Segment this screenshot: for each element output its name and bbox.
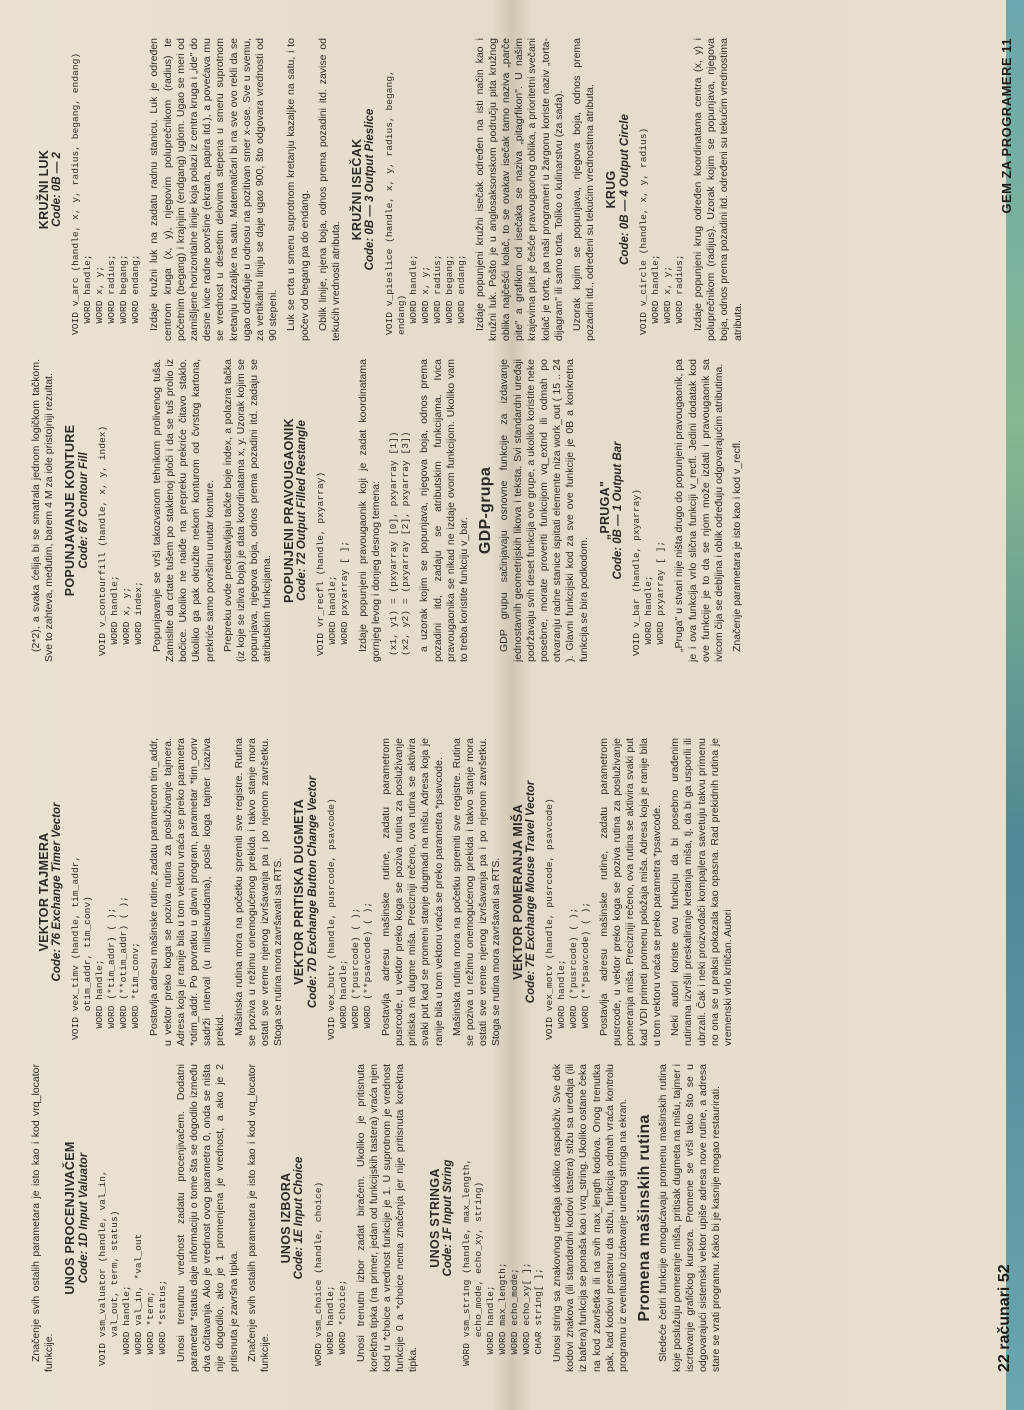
section-code: Code: 0B — 4 Output Circle	[618, 114, 631, 265]
section-title: POPUNJAVANJE KONTURE	[63, 424, 78, 597]
paragraph: Prepreku ovde predstavljaju tačke boje index, a polazna tačka (iz koje se izliva boja) je data koordinatama x, y. Uzorak kojim se popunjava, njegova boja, odnos prema pozadini itd. zadaju se atributskim funkcijama.	[221, 359, 274, 662]
section-heading	[38, 38, 64, 341]
section-title: VEKTOR TAJMERA	[37, 832, 51, 952]
paragraph: Značenje parametara je isto kao i kod v_recfl.	[731, 440, 744, 652]
section-title: UNOS STRINGA	[427, 1168, 442, 1268]
section-heading	[64, 359, 90, 662]
right-page	[0, 0, 1024, 700]
paragraph: Postavlja adresu mašinske rutine, zadatu parametrom tim_addr, u vektor preko koga se poziva rutina za posluživanje tajmera. Adresa koja je ranije bila u tom vektoru vraća se preko parametra *otim_addr. Po povratku u glavni program, parametar *tim_conv sadrži interval (u milisekundama), posle koga tajmer izaziva prekid.	[148, 738, 227, 1046]
section-title: KRUŽNI ISEČAK	[350, 138, 365, 241]
section-heading	[283, 359, 309, 662]
code-listing: WORD vsm_choice (handle, choice) WORD handle; WORD *choice;	[312, 1181, 348, 1366]
section-code: Code: 1E Input Choice	[293, 1156, 306, 1280]
left-page	[0, 700, 1024, 1410]
section-code: Code: 76 Exchange Timer Vector	[51, 802, 64, 982]
section-code: Code: 0B — 1 Output Bar	[612, 441, 625, 580]
section-code: Code: 72 Output Filled Restangle	[295, 420, 308, 601]
section-heading	[280, 1064, 306, 1372]
paragraph: Neki autori koriste ovu funkciju da bi posebno urađenim rutinama izvršili preskaliranje kretanja miša, tj. da bi ga usporili ili ubrzali. Čak i neki proizvođači kompajlera savetuju takvu primenu no ona se u praksi pokazala kao opasna. Rad prekidnih rutina je vremenski vrlo kritičan. Autori	[669, 738, 734, 1046]
section-title: KRUG	[604, 170, 619, 209]
section-title: UNOS IZBORA	[279, 1172, 294, 1264]
section-heading	[351, 38, 377, 341]
paragraph: Izdaje popunjeni krug određen koordinatama centra (x, y) i poluprečnikom (radijus). Uzorak kojim se popunjava, njegova boja, odnos prema pozadini itd. određeni su tekućim vrednostima atributa.	[691, 38, 744, 341]
code-listing: VOID v_arc (handle, x, y, radius, begang, endang) WORD handle; WORD x, y; WORD radius; WORD begang; WORD endang;	[70, 52, 142, 335]
section-title: UNOS PROCENJIVAČEM	[63, 1141, 78, 1295]
paragraph: Unosi string sa znakovnog uređaja ukoliko raspoloživ. Sve dok kodovi znakova (ili standardni kodovi tastera) stižu sa uređaja (ili iz bafera) funkcija se ponaša kao i vrq_string. Ukoliko ostane čeka na kod završetka ili na svih max_length kodova. Onog trenutka pak, kad kodovi prestanu da stižu, funkcija odmah vraća kontrolu programu iz eventualno izdavanje unetog stringa na ekran.	[551, 1064, 630, 1372]
section-title: VEKTOR PRITISKA DUGMETA	[292, 799, 307, 985]
paragraph: Izdaje kružni luk na zadatu radnu stanicu. Luk je određen centrom kruga (x, y), njegovim poluprečnikom (radius) te početnim (begang) i krajnjim (endgang) uglom. Ugao se meri od zamišljene horizontalne linije koja polazi iz centra kruga i „ide" do desne ivice radne površine (ekrana, papira itd.), a povećava mu se vrednost u desetim delovima stepena u smeru suprotnom kretanju kazaljke na satu. Matematičari bi na sve ovo rekli da se ugao određuje u odnosu na pozitivan smer x-ose. Sve u svemu, za vertikalnu liniju se daje ugao 900, što odgovara vrednosti od 90 stepeni.	[148, 38, 280, 341]
paragraph: Mašinska rutina mora na početku spremiti sve registre. Rutina se poziva u režimu onemogućenog prekida i takvo stanje mora ostati sve vreme njenog izvršavanja pa i po njenom završetku. Stoga se rutina mora završavati sa RTS.	[450, 738, 503, 1046]
code-listing: VOID v_pieslice (handle, x, y, radius, begang, endang) WORD handle; WORD x, y; WORD radius; WORD begang; WORD endang;	[383, 70, 467, 335]
section-heading	[293, 738, 319, 1046]
code-listing: VOID vex_butv (handle, pusrcode, psavcode) WORD handle; WORD (*pusrcode) ( ); WORD (**psavcode) ( );	[325, 798, 373, 1040]
section-title: „PRUGA"	[597, 480, 612, 541]
section-title: Promena mašinskih rutina	[636, 1114, 654, 1322]
paragraph: Luk se crta u smeru suprotnom kretanju kazaljke na satu, i to počev od begang pa do endang.	[285, 38, 311, 341]
equation: (x1, y1) = (pxyarray [0], pxyarray [1]) (x2, y2) = (pxyarray [2], pxyarray [3])	[388, 431, 412, 656]
paragraph: Postavlja adresu mašinske rutine, zadatu parametrom pusrcode, u vektor preko koga se poziva rutina za posluživanje pomeranja miša. Precizniji rečeno, ova rutina se aktivira svaki put kad VDI primeti promenu položaja miša. Adresa koja je ranije bila u tom vektoru vraća se preko parametra *psavcode.	[598, 738, 663, 1046]
right-page-column-2	[30, 38, 950, 341]
code-listing: VOID vr_recfl (handle, pxyarray) WORD handle; WORD pxyarray [ ];	[315, 471, 351, 656]
section-code: Code: 0B — 2	[51, 152, 64, 227]
paragraph: Mašinska rutina mora na početku spremiti sve registre. Rutina se poziva u režimu onemogućenog prekida i takvo stanje mora ostati sve vreme njenog izvršavanja pa i po njenom završetku. Stoga se rutina mora završavati sa RTS.	[232, 738, 285, 1046]
section-code: Code: 1F Input String	[441, 1159, 454, 1277]
section-code: Code: 0B — 3 Output Pieslice	[364, 108, 377, 271]
section-code: Code: 7D Exchange Button Change Vector	[306, 775, 319, 1009]
section-code: Code: 1D Input Valuator	[77, 1152, 90, 1284]
section-code: Code: 67 Contour Fill	[77, 452, 90, 569]
paragraph: Postavlja adresu mašinske rutine, zadatu parametrom pusrcode, u vektor preko koga se poziva rutina za posluživanje pritiska na dugme miša. Precizniji rečeno, ova rutina se aktivira svaki put kad se promeni stanje dugmadi na mišu. Adresa koja je ranije bila u tom vektoru vraća se preko parametra *psavcode.	[379, 738, 445, 1046]
section-heading	[64, 1064, 90, 1372]
left-page-column-2	[30, 738, 950, 1046]
page-footer: 22 računari 52	[996, 1264, 1013, 1372]
section-title: GDP-grupa	[477, 466, 495, 555]
paragraph: Unosi trenutni izbor zadat biračem. Ukoliko je pritisnuta korektna tipka (na primer, jedan od funkcijskih tastera) vraća njen kod u *choice a vrednost funkcije je 1. U suprotnom je vrednost funkcije 0 a *choice nema značenja jer nije pritisnuta korektna tipka.	[354, 1064, 420, 1372]
code-listing: VOID v_circle (handle, x, y, radius) WORD handle; WORD x, y; WORD radius;	[637, 127, 685, 335]
right-page-column-1	[30, 359, 950, 662]
paragraph: „Pruga" u stvari nije ništa drugo do popunjeni pravougaonik, pa je i ova funkcija vrlo slična funkciji v_recfl. Jedini dodatak kod ove funkcije je to da se njom može izdati i pravougaonik sa ivicom čija se debljina i oblik određuju odgovarajućim atributima.	[673, 359, 725, 662]
left-page-column-1	[30, 1064, 950, 1372]
paragraph: GDP grupu sačinjavaju osnovne funkcije za izdavanje jednostavnih geometrijskih likova i teksta. Svi standardni uređaji podržavaju svih deset funkcija ove grupe, a ukoliko koristite neke posebne, morate proveriti funkcijom vq_extnd ili odmah po otvaranju radne stanice ispitati elemente niza work_out ( 15 .. 24 ). Glavni funkcijski kod za sve ove funkcije je 0B a konkretna funkcija se bira podkodom.	[498, 359, 590, 662]
section-code: Code: 7E Exchange Mouse Travel Vector	[524, 780, 537, 1004]
paragraph: Sledeće četiri funkcije omogućavaju promenu mašinskih rutina koje poslužuju pomeranje miša, pritisak dugmeta na mišu, tajmer i iscrtavanje grafičkog kursora. Promene se vrši tako što se u odgovarajući sistemski vektor upiše adresa nove rutine, a adresa stare se vrati programu. Kako bi je kasnije mogao restaurirati.	[657, 1064, 723, 1372]
section-title: POPUNJENI PRAVOUGAONIK	[281, 418, 296, 603]
section-title: KRUŽNI LUK	[37, 149, 51, 230]
paragraph: Oblik linije, njena boja, odnos prema pozadini itd. zavise od tekućih vrednosti atributa.	[316, 38, 343, 341]
section-title: VEKTOR POMERANJA MIŠA	[510, 804, 525, 980]
section-heading	[599, 359, 625, 662]
section-heading	[429, 1064, 455, 1372]
code-listing: VOID v_bar (handle, pxyarray) WORD handle; WORD pxyarray [ ];	[631, 489, 667, 656]
paragraph: a uzorak kojim se popunjava, njegova boja, odnos prema pozadini itd, zadaju se atributskim funkcijama. Ivica pravougaonika se nikad ne izdaje ovom funkcijom. Ukoliko vam to treba koristite funkciju v_bar.	[418, 359, 471, 662]
paragraph: Izdaje popunjeni kružni isečak određen na isti način kao i kružni luk. Pošto je u anglosaksonskom području pita kružnog oblika najčešći kolač, to se ovakav isečak tamo naziva „parče pite" a grafikon od isečaka se naziva „pitagrfikon". U našim krajevima pita je češće pravougaonog oblika, a prioritetni svečani kolač je torta, pa naši programeri u žargonu koriste naziv „torta-dijagram" ili samo torta. Toliko o kulinarstvu (za sada).	[473, 38, 565, 341]
section-heading	[477, 359, 495, 662]
paragraph: Uzorak kojim se popunjava, njegova boja, odnos prema pozadini itd., određeni su tekućim vrednostima atributa.	[571, 38, 597, 341]
paragraph: Značenje svih ostalih parametara je isto kao i kod vrq_locator funkcije.	[245, 1064, 272, 1372]
paragraph: (2*2), a svaka ćelija bi se smatrala jednom logičkom tačkom. Sve to zahteva, međutim, barem 4 M za iole pristojniji rezultat.	[30, 359, 56, 662]
page-footer: GEM ZA PROGRAMERE 11	[999, 38, 1014, 214]
paragraph: Unosi trenutnu vrednost zadatu procenjivačem. Dodatni parametar *status daje informaciju o tome šta se dogodilo između dva očitavanja. Ako je vrednost ovog parametra 0, onda se ništa nije dogodilo, ako je 1 promenjena je vrednost, a ako je 2 pritisnuta je završna tipka.	[174, 1064, 240, 1372]
code-listing: VOID v_contourfill (handle, x, y, index) WORD handle; WORD x, y; WORD index;	[96, 425, 144, 656]
section-heading	[512, 738, 538, 1046]
paragraph: Značenje svih ostalih parametara je isto kao i kod vrq_locator funkcije.	[30, 1064, 56, 1372]
section-heading	[38, 738, 64, 1046]
code-listing: VOID vex_motv (handle, pusrcode, psavcode) WORD handle; WORD (*pusrcode) ( ); WORD (**psavcode) ( );	[544, 798, 592, 1040]
section-heading	[605, 38, 631, 341]
paragraph: Izdaje popunjeni pravougaonik koji je zadat koordinatama gornjeg levog i donjeg desnog temena:	[357, 359, 383, 662]
section-heading	[636, 1064, 654, 1372]
code-listing: VOID vsm_valuator (handle, val_in, val_out, term, status) WORD handle; WORD val_in, *val_out WORD *term; WORD *status;	[96, 1170, 168, 1366]
code-listing: VOID vex_timv (handle, tim_addr, otim_addr, tim_conv) WORD handle; WORD (*tim_addr) ( ); WORD (**otim_addr) ( ); WORD *tim_conv;	[70, 855, 142, 1040]
code-listing: WORD vsm_string (handle, max_length, echo_mode, echo_xy, string) WORD handle; WORD max_length; WORD echo_mode; WORD echo_xy[ ]; CHAR string[ ];	[461, 1158, 545, 1366]
paragraph: Popunjavanje se vrši takozvanom tehnikom prolivenog tuša. Zamislite da crtate tušem po staklenoj ploči i da se tuš prolio iz bočice. Ukoliko ne naiđe na prepreku prekriće čitavo staklo. Ukoliko ga pak okružite nekom konturom od čvrstog kartona, prekriće samo površinu unutar konture.	[150, 359, 216, 662]
